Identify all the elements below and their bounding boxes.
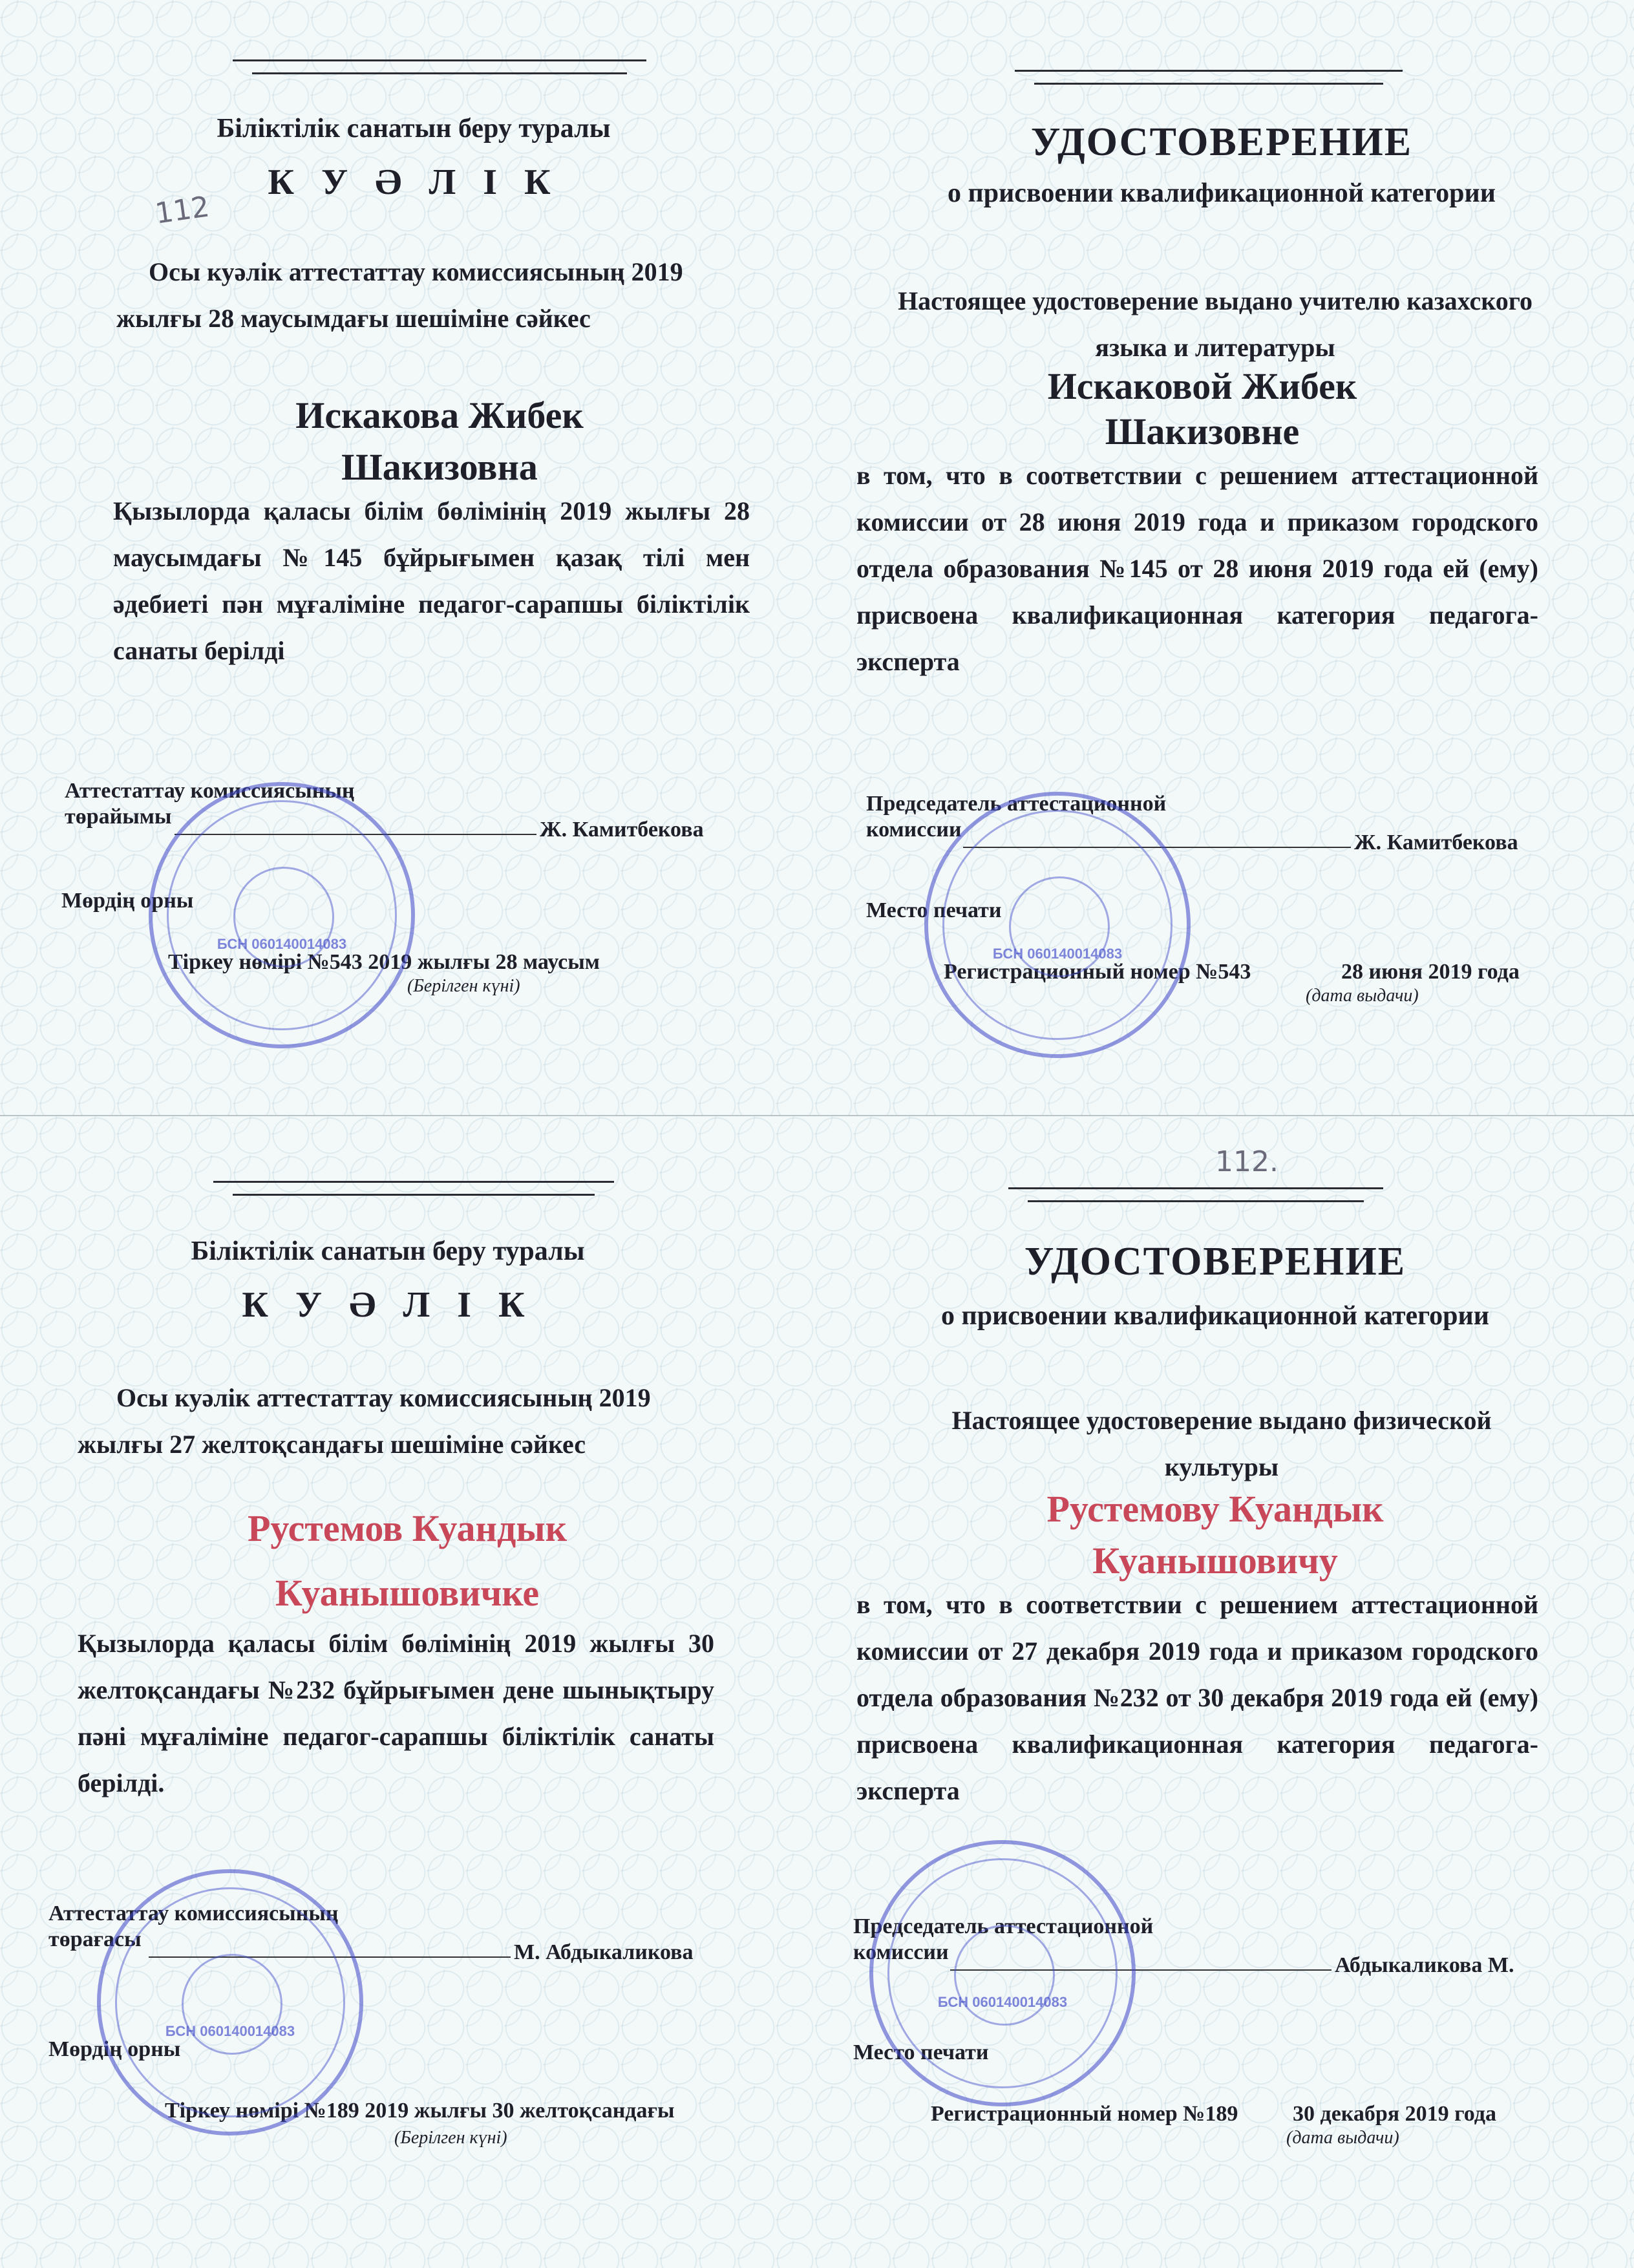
- kz-chair-label: төрайымы: [65, 805, 172, 829]
- certificate-1: [0, 0, 1634, 1133]
- ru-registration: Регистрационный номер №543: [944, 960, 1251, 984]
- ru-name-line1: Искаковой Жибек: [1047, 365, 1357, 407]
- kz-intro: Осы куәлік аттестаттау комиссиясының 2019 жылғы 28 маусымдағы шешіміне сәйкес: [116, 257, 683, 333]
- ru-body: в том, что в соответствии с решением аттестационной комиссии от 27 декабря 2019 года и приказом городского отдела образования №232 от 30 декабря 2019 года ей (ему) присвоена квалификационная категория педагога-эксперта: [856, 1590, 1538, 1805]
- kz-reg-note: (Берілген күні): [407, 976, 520, 996]
- top-rule: [1008, 1187, 1383, 1189]
- ru-name-line2: Шакизовне: [1105, 410, 1300, 452]
- ru-chair-label: комиссии: [866, 818, 962, 842]
- ru-date-note: (дата выдачи): [1306, 986, 1419, 1006]
- ru-name-line2: Куанышовичу: [1092, 1540, 1338, 1582]
- kz-name-line1: Искакова Жибек: [295, 394, 584, 436]
- ru-stamp-place: Место печати: [853, 2040, 989, 2064]
- ru-body: в том, что в соответствии с решением аттестационной комиссии от 28 июня 2019 года и приказом городского отдела образования №145 от 28 июня 2019 года ей (ему) присвоена квалификационная категория педагога-эксперта: [856, 461, 1538, 676]
- round-stamp: [97, 1869, 363, 2136]
- ru-chair-name: Ж. Камитбекова: [1354, 831, 1518, 854]
- kz-chair-label: Аттестаттау комиссиясының: [65, 779, 355, 803]
- kz-name-line2: Шакизовна: [341, 446, 538, 488]
- kz-subtitle: Біліктілік санатын беру туралы: [191, 1236, 585, 1266]
- kz-intro: Осы куәлік аттестаттау комиссиясының 2019 жылғы 27 желтоқсандағы шешіміне сәйкес: [78, 1383, 651, 1459]
- kz-name-line1: Рустемов Куандык: [247, 1507, 568, 1549]
- kz-chair-label: төрағасы: [48, 1927, 142, 1951]
- kz-name-line2: Куанышовичке: [275, 1572, 540, 1614]
- kz-chair-name: Ж. Камитбекова: [540, 818, 704, 842]
- kz-title: К У Ә Л І К: [268, 162, 560, 202]
- kz-body: Қызылорда қаласы білім бөлімінің 2019 жылғы 28 маусымдағы №145 бұйрығымен қазақ тілі мен әдебиеті пән мұғаліміне педагог-сарапшы біліктілік санаты берілді: [113, 496, 750, 665]
- stamp-text: БСН 060140014083: [992, 946, 1123, 962]
- round-stamp: [149, 782, 415, 1048]
- kz-registration: Тіркеу нөмірі №543 2019 жылғы 28 маусым: [168, 950, 600, 974]
- ru-chair-label: комиссии: [853, 1940, 949, 1964]
- kz-stamp-place: Мөрдің орны: [61, 889, 194, 913]
- emblem-icon: [233, 867, 334, 968]
- ru-date: 30 декабря 2019 года: [1293, 2102, 1496, 2126]
- stamp-text: БСН 060140014083: [165, 2023, 295, 2039]
- top-rule: [1015, 70, 1403, 72]
- emblem-icon: [182, 1954, 282, 2055]
- top-rule: [213, 1181, 614, 1183]
- top-rule: [252, 72, 627, 74]
- kz-chair-name: М. Абдыкаликова: [514, 1940, 694, 1964]
- stamp-text: БСН 060140014083: [217, 936, 347, 952]
- kz-reg-note: (Берілген күні): [394, 2128, 507, 2148]
- ru-stamp-place: Место печати: [866, 898, 1002, 922]
- handwritten-number: 112: [153, 190, 212, 231]
- ru-chair-label: Председатель аттестационной: [866, 792, 1167, 816]
- stamp-text: БСН 060140014083: [937, 1994, 1068, 2010]
- emblem-icon: [1009, 876, 1110, 977]
- kz-registration: Тіркеу нөмірі №189 2019 жылғы 30 желтоқсандағы: [165, 2099, 675, 2123]
- ru-title: УДОСТОВЕРЕНИЕ: [1030, 120, 1413, 164]
- ru-name-line1: Рустемову Куандык: [1046, 1488, 1384, 1530]
- ru-subtitle: о присвоении квалификационной категории: [941, 1301, 1489, 1331]
- ru-date-note: (дата выдачи): [1286, 2128, 1399, 2148]
- kz-body: Қызылорда қаласы білім бөлімінің 2019 жылғы 30 желтоқсандағы №232 бұйрығымен дене шынықтыру пәні мұғаліміне педагог-сарапшы біліктілік санаты берілді.: [78, 1629, 714, 1797]
- emblem-icon: [954, 1925, 1055, 2026]
- round-stamp: [924, 792, 1191, 1058]
- ru-chair-name: Абдыкаликова М.: [1335, 1953, 1514, 1977]
- kz-title: К У Ә Л І К: [242, 1285, 534, 1325]
- ru-subtitle: о присвоении квалификационной категории: [948, 178, 1496, 208]
- top-rule: [1028, 1200, 1364, 1202]
- kz-subtitle: Біліктілік санатын беру туралы: [217, 114, 611, 143]
- ru-intro: Настоящее удостоверение выдано учителю казахского языка и литературы: [898, 286, 1533, 362]
- ru-date: 28 июня 2019 года: [1341, 960, 1520, 984]
- ru-registration: Регистрационный номер №189: [931, 2102, 1238, 2126]
- ru-chair-label: Председатель аттестационной: [853, 1914, 1154, 1938]
- handwritten-number: 112.: [1215, 1145, 1279, 1178]
- ru-intro: Настоящее удостоверение выдано физической культуры: [951, 1406, 1492, 1481]
- certificate-2: [0, 1115, 1634, 2268]
- round-stamp: [869, 1840, 1136, 2106]
- kz-stamp-place: Мөрдің орны: [48, 2037, 181, 2061]
- top-rule: [1034, 83, 1383, 85]
- ru-title: УДОСТОВЕРЕНИЕ: [1024, 1240, 1406, 1284]
- top-rule: [233, 1194, 595, 1196]
- kz-chair-label: Аттестаттау комиссиясының: [48, 1902, 339, 1925]
- top-rule: [233, 59, 646, 61]
